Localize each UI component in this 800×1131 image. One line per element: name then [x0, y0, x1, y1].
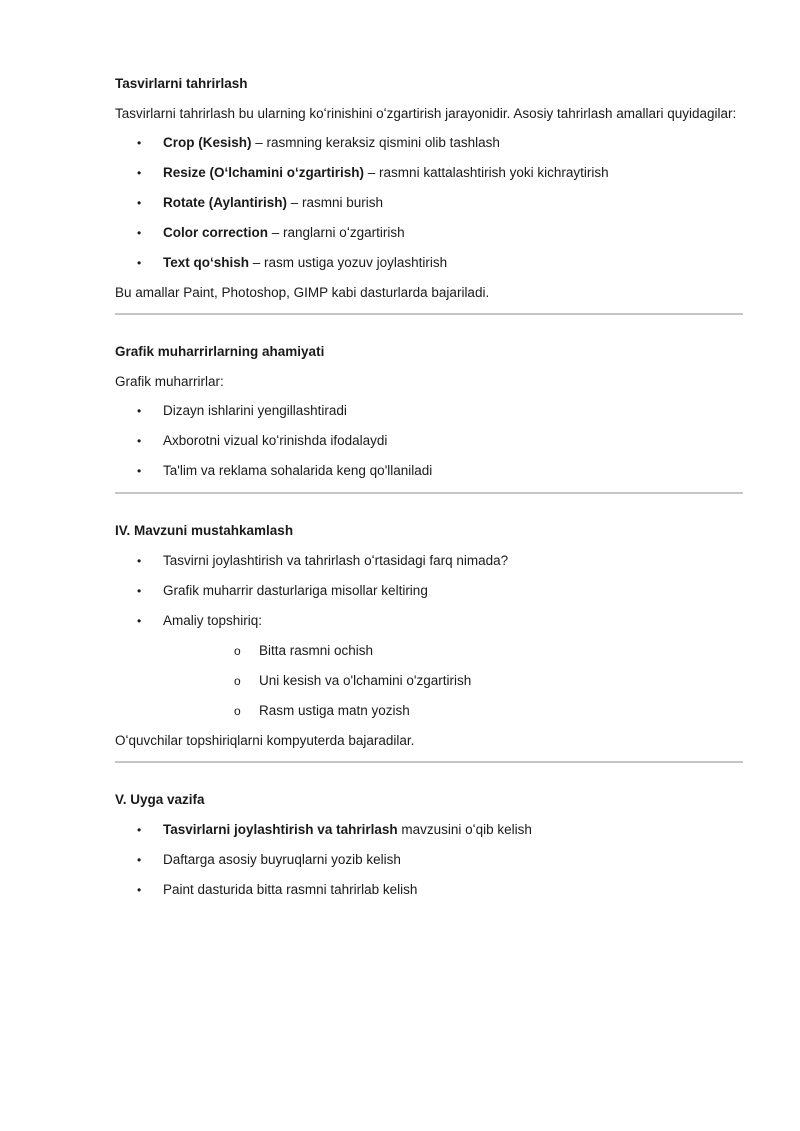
- sub-list-item: [163, 701, 743, 721]
- list-item: [115, 611, 743, 721]
- list-item: [115, 880, 743, 900]
- bullet-icon: •: [137, 853, 142, 867]
- section-heading-reinforcement: IV. Mavzuni mustahkamlash: [115, 523, 294, 538]
- sub-list-item-text: Uni kesish va o'lchamini o'zgartirish: [259, 673, 472, 688]
- circle-bullet-icon: o: [234, 644, 241, 658]
- section-outro-paragraph: Oʻquvchilar topshiriqlarni kompyuterda bajaradilar.: [115, 733, 415, 748]
- list-item: [115, 163, 743, 183]
- sub-list-item-text: Bitta rasmni ochish: [259, 643, 374, 658]
- list-item-description: mavzusini oʻqib kelish: [397, 822, 532, 837]
- list-item: [115, 820, 743, 840]
- list-item-text: Tasvirni joylashtirish va tahrirlash oʻrtasidagi farq nimada?: [163, 553, 509, 568]
- list-item: [115, 133, 743, 153]
- sub-list-item: [163, 641, 743, 661]
- bullet-icon: •: [137, 614, 142, 628]
- list-item-term: Color correction: [163, 225, 269, 240]
- sub-list-item-text: Rasm ustiga matn yozish: [259, 703, 410, 718]
- bullet-icon: •: [137, 166, 142, 180]
- list-item: [115, 193, 743, 213]
- list-item-description: – rasm ustiga yozuv joylashtirish: [249, 255, 448, 270]
- section-heading-image-editing: Tasvirlarni tahrirlash: [115, 76, 248, 91]
- list-item-text: Ta'lim va reklama sohalarida keng qo'llaniladi: [163, 463, 433, 478]
- list-item: [115, 253, 743, 273]
- horizontal-divider: [115, 492, 743, 494]
- section-intro-paragraph: Tasvirlarni tahrirlash bu ularning koʻrinishini oʻzgartirish jarayonidir. Asosiy tahrirlash amallari quyidagilar:: [115, 106, 737, 121]
- list-item-term: Rotate (Aylantirish): [163, 195, 288, 210]
- bullet-icon: •: [137, 434, 142, 448]
- sub-list-item: [163, 671, 743, 691]
- bullet-icon: •: [137, 554, 142, 568]
- list-item-text: Dizayn ishlarini yengillashtiradi: [163, 403, 347, 418]
- editor-benefits-list: [115, 401, 743, 481]
- homework-list: [115, 820, 743, 900]
- list-item-text: Amaliy topshiriq:: [163, 613, 263, 628]
- list-item: [115, 223, 743, 243]
- bullet-icon: •: [137, 464, 142, 478]
- bullet-icon: •: [137, 584, 142, 598]
- horizontal-divider: [115, 313, 743, 315]
- list-item: [115, 551, 743, 571]
- section-intro-paragraph: Grafik muharrirlar:: [115, 374, 224, 389]
- list-item-description: – rasmni burish: [287, 195, 384, 210]
- list-item-description: Paint dasturida bitta rasmni tahrirlab kelish: [163, 882, 418, 897]
- document-body: [115, 74, 743, 900]
- bullet-icon: •: [137, 883, 142, 897]
- list-item: [115, 461, 743, 481]
- bullet-icon: •: [137, 226, 142, 240]
- horizontal-divider: [115, 761, 743, 763]
- list-item: [115, 401, 743, 421]
- list-item-description: Daftarga asosiy buyruqlarni yozib kelish: [163, 852, 401, 867]
- section-heading-homework: V. Uyga vazifa: [115, 792, 205, 807]
- list-item-term: Crop (Kesish): [163, 135, 252, 150]
- editing-operations-list: [115, 133, 743, 273]
- list-item-term: Text qoʻshish: [163, 255, 250, 270]
- bullet-icon: •: [137, 196, 142, 210]
- circle-bullet-icon: o: [234, 704, 241, 718]
- list-item-term: Tasvirlarni joylashtirish va tahrirlash: [163, 822, 398, 837]
- list-item-description: – rasmni kattalashtirish yoki kichraytirish: [364, 165, 609, 180]
- review-questions-list: [115, 551, 743, 721]
- list-item-description: – ranglarni oʻzgartirish: [268, 225, 405, 240]
- section-outro-paragraph: Bu amallar Paint, Photoshop, GIMP kabi dasturlarda bajariladi.: [115, 285, 490, 300]
- list-item-text: Grafik muharrir dasturlariga misollar keltiring: [163, 583, 428, 598]
- section-heading-editor-importance: Grafik muharrirlarning ahamiyati: [115, 344, 325, 359]
- circle-bullet-icon: o: [234, 674, 241, 688]
- bullet-icon: •: [137, 256, 142, 270]
- list-item-text: Axborotni vizual koʻrinishda ifodalaydi: [163, 433, 388, 448]
- practical-task-sublist: [163, 641, 743, 721]
- list-item-description: – rasmning keraksiz qismini olib tashlash: [251, 135, 500, 150]
- list-item: [115, 581, 743, 601]
- list-item: [115, 431, 743, 451]
- list-item-term: Resize (Oʻlchamini oʻzgartirish): [163, 165, 365, 180]
- bullet-icon: •: [137, 404, 142, 418]
- list-item: [115, 850, 743, 870]
- bullet-icon: •: [137, 136, 142, 150]
- bullet-icon: •: [137, 823, 142, 837]
